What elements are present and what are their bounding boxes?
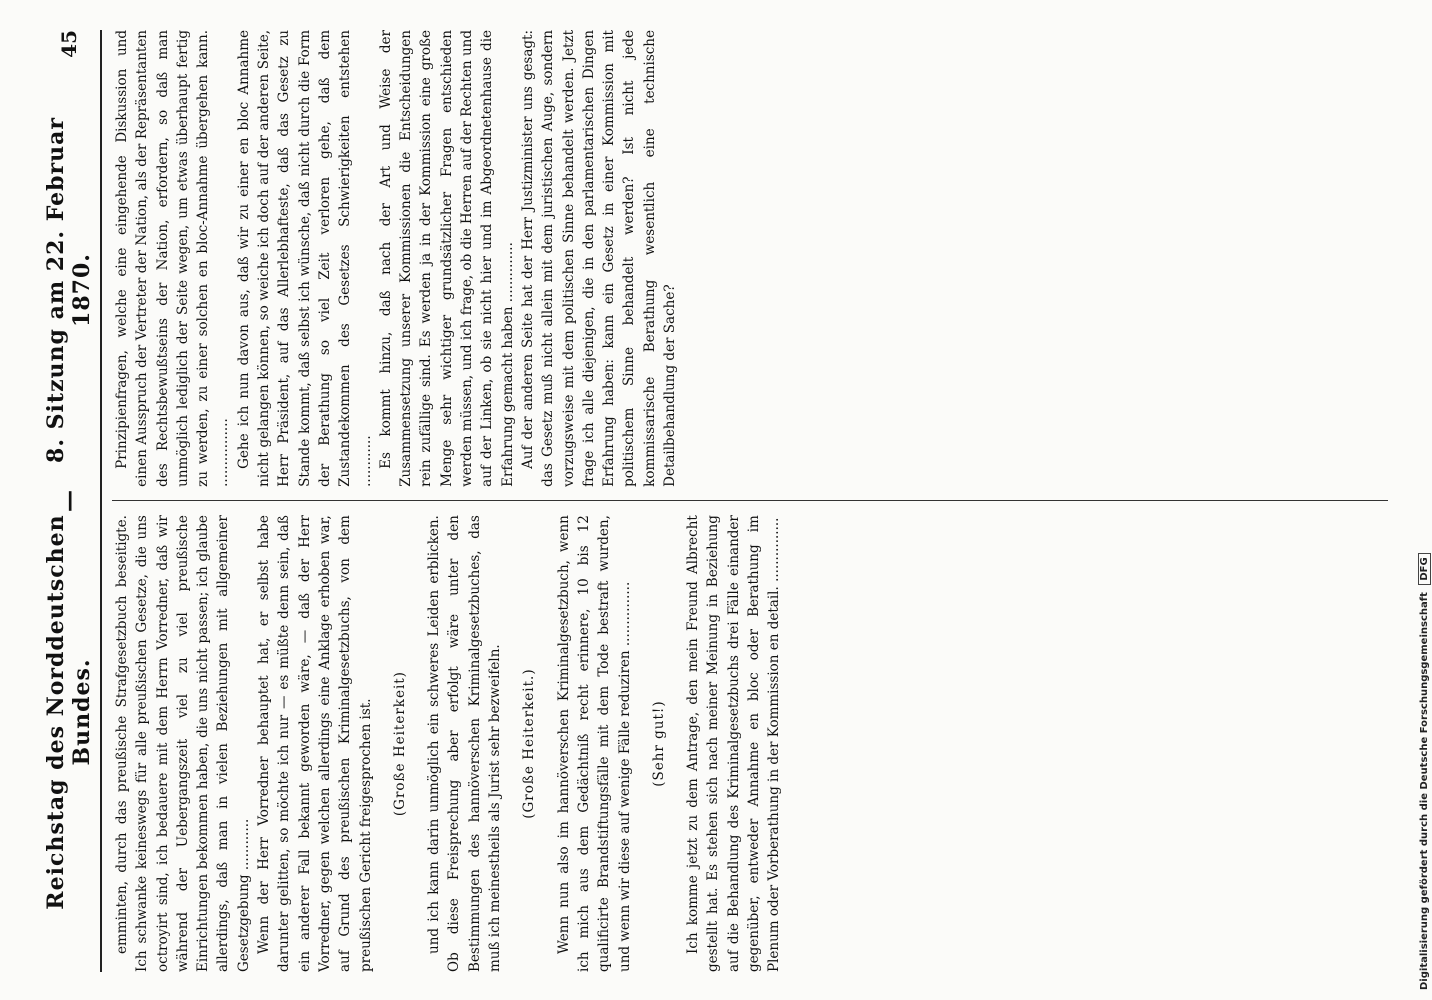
header-session: 8. Sitzung am 22. Februar 1870.	[43, 117, 95, 463]
paragraph: Prinzipienfragen, welche eine eingehende Diskussion und einen Ausspruch der Vertreter der Nation, als der Repräsentanten des Rechtsbewußtseins der Nation, erfordern, so daß man unmöglich lediglich der Seite wegen, um etwas überhaupt fertig zu werden, zu einer solchen en bloc-Annahme übergehen kann. ................	[114, 30, 232, 487]
stage-direction: (Große Heiterkeit.)	[521, 668, 538, 819]
paragraph: Auf der anderen Seite hat der Herr Justizminister uns gesagt: das Gesetz muß nicht allein mit dem juristischen Auge, sondern vorzugsweise mit dem politischen Sinne behandelt werden. Jetzt frage ich alle diejenigen, die in den parlamentarischen Dingen Erfahrung haben: kann ein Gesetz in einer Kommission mit politischem Sinne behandelt werden? Ist nicht jede kommissarische Berathung wesentlich eine technische Detailbehandlung der Sache?	[519, 30, 679, 487]
paragraph: und ich kann darin unmöglich ein schweres Leiden erblicken. Ob diese Freisprechung aber erfolgt wäre unter den Bestimmungen des hannöverschen Kriminalgesetzbuches, das muß ich meinestheils als Jurist sehr bezweifeln.	[426, 515, 504, 972]
paragraph: emminten, durch das preußische Strafgesetzbuch beseitigte. Ich schwanke keineswegs für alle preußischen Gesetze, die uns octroyirt sind, ich bedauere mit dem Herrn Vorredner, daß wir während der Uebergangszeit viel zu viel preußische Einrichtungen bekommen haben, die uns nicht passen; ich glaube allerdings, daß man in vielen Beziehungen mit allgemeiner Gesetzgebung ............	[114, 515, 252, 972]
paragraph: Ich komme jetzt zu dem Antrage, den mein Freund Albrecht gestellt hat. Es stehen sich nach meiner Meinung in Beziehung auf die Behandlung des Kriminalgesetzbuchs drei Fälle einander gegenüber, entweder Annahme en bloc oder Berathung im Plenum oder Vorberathung in der Kommission en detail. ...............	[685, 515, 783, 972]
header-separator: —	[56, 490, 82, 512]
stage-direction: (Sehr gut!)	[650, 700, 667, 787]
paragraph: Es kommt hinzu, daß nach der Art und Weise der Zusammensetzung unserer Kommissionen die Entscheidungen rein zufällige sind. Es werden ja in der Kommission eine große Menge sehr wichtiger grundsätzlicher Fragen entschieden werden müssen, und ich frage, ob die Herren auf der Rechten und auf der Linken, ob sie nicht hier und im Abgeordnetenhause die Erfahrung gemacht haben ..............	[377, 30, 516, 487]
dfg-logo: DFG	[1418, 553, 1431, 584]
paragraph: Gehe ich nun davon aus, daß wir zu einer en bloc Annahme nicht gelangen können, so weiche ich doch auf der anderen Seite, Herr Präsident, auf das Allerlebhafteste, daß das Gesetz zu Stande kommt, daß selbst ich wünsche, daß nicht durch die Form der Berathung so viel Zeit verloren gehe, daß dem Zustandekommen des Gesetzes Schwierigkeiten entstehen ............	[235, 30, 374, 487]
credit-text: Digitalisierung gefördert durch die Deutsche Forschungsgemeinschaft	[1419, 592, 1430, 990]
paragraph: Wenn nun also im hannöverschen Kriminalgesetzbuch, wenn ich mich aus dem Gedächtniß recht erinnere, 10 bis 12 qualificirte Brandstiftungsfälle mit dem Tode bestraft wurden, und wenn wir diese auf wenige Fälle reduziren ...............	[555, 515, 633, 972]
newspaper-page	[20, 10, 1412, 1000]
digitization-credit	[1418, 553, 1431, 990]
column-divider	[112, 500, 1388, 501]
paragraph: Wenn der Herr Vorredner behauptet hat, er selbst habe darunter gelitten, so möchte ich nur — es müßte denn sein, daß ein anderer Fall bekannt geworden wäre, — daß der Herr Vorredner, gegen welchen allerdings eine Anklage erhoben war, auf Grund des preußischen Kriminalgesetzbuchs, von dem preußischen Gericht freigesprochen ist.	[256, 515, 374, 972]
stage-direction: (Große Heiterkeit)	[391, 671, 408, 817]
right-column	[112, 30, 1388, 487]
left-column	[112, 515, 1388, 972]
page-header	[38, 30, 102, 972]
page-number: 45	[57, 30, 81, 58]
text-columns	[112, 30, 1388, 972]
header-title: Reichstag des Norddeutschen Bundes.	[43, 514, 95, 910]
